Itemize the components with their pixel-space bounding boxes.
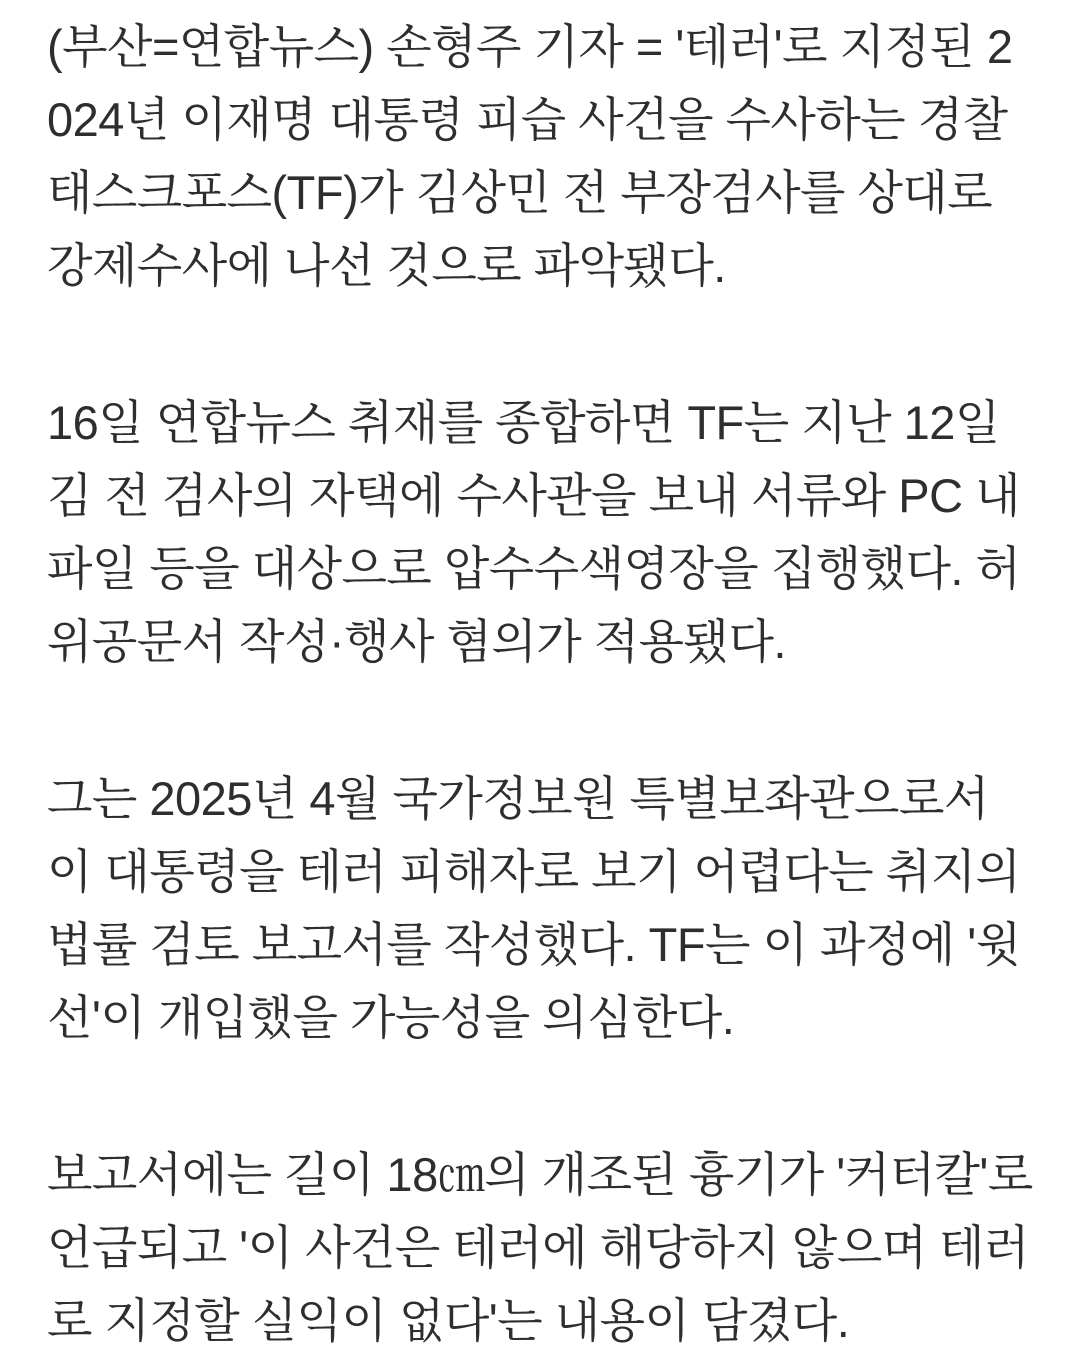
article-paragraph: 그는 2025년 4월 국가정보원 특별보좌관으로서 이 대통령을 테러 피해자로 보기 어렵다는 취지의 법률 검토 보고서를 작성했다. TF는 이 과정에 '윗선'이 개입했을 가능성을 의심한다. (47, 772, 1021, 1044)
article-paragraph: 보고서에는 길이 18㎝의 개조된 흉기가 '커터칼'로 언급되고 '이 사건은 테러에 해당하지 않으며 테러로 지정할 실익이 없다'는 내용이 담겼다. (47, 1148, 1033, 1347)
article-paragraph-lead: (부산=연합뉴스) 손형주 기자 = '테러'로 지정된 2024년 이재명 대통령 피습 사건을 수사하는 경찰 태스크포스(TF)가 김상민 전 부장검사를 상대로 강제수사에 나선 것으로 파악됐다. (47, 20, 1013, 292)
article-paragraph: 16일 연합뉴스 취재를 종합하면 TF는 지난 12일 김 전 검사의 자택에 수사관을 보내 서류와 PC 내 파일 등을 대상으로 압수수색영장을 집행했다. 허위공문서 작성·행사 혐의가 적용됐다. (47, 396, 1021, 668)
